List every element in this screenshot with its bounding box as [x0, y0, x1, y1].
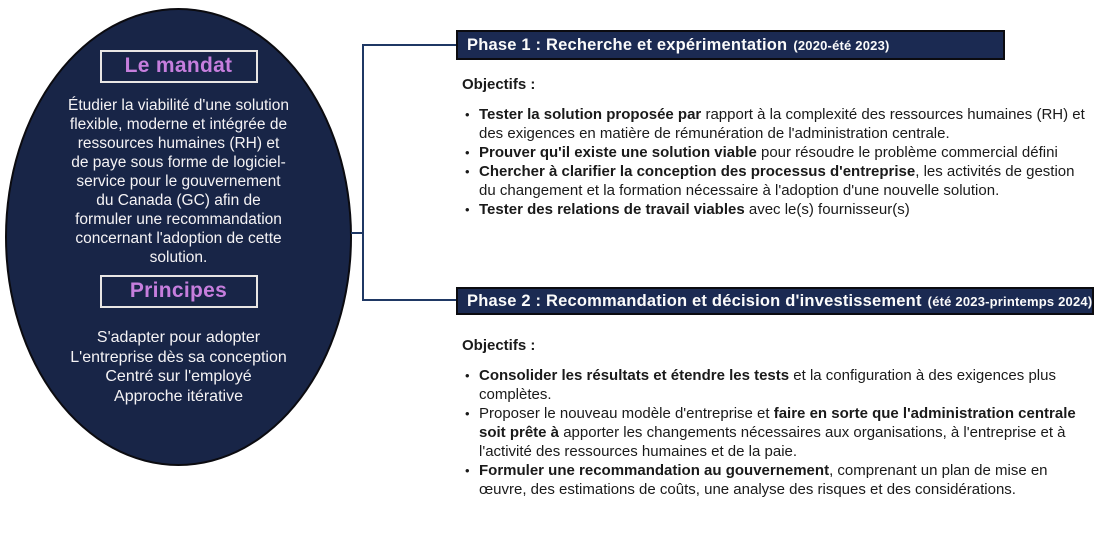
text-line: solution. — [149, 249, 208, 266]
bullet-text-bold: Tester la solution proposée par — [479, 106, 702, 123]
mandate-title: Le mandat — [124, 54, 233, 77]
phase2-date: (été 2023-printemps 2024) — [927, 294, 1093, 309]
principles-title-box — [100, 275, 258, 308]
mandate-oval — [5, 8, 352, 466]
phase1-date: (2020-été 2023) — [793, 38, 890, 53]
bullet-item — [462, 366, 1086, 404]
bullet-text: pour résoudre le problème commercial défini — [756, 144, 1058, 161]
bullet-text: Proposer le nouveau modèle d'entreprise et — [479, 405, 774, 422]
phase2-header-bar — [456, 287, 1094, 315]
bullet-text-bold: Chercher à clarifier la conception des processus d'entreprise — [479, 163, 916, 180]
text-line: Étudier la viabilité d'une solution — [68, 97, 289, 114]
bullet-marker: • — [465, 107, 470, 122]
bullet-marker: • — [465, 368, 470, 383]
text-line: Centré sur l'employé — [105, 368, 252, 385]
bullet-item — [462, 162, 1086, 200]
bullet-text: avec le(s) fournisseur(s) — [744, 201, 910, 218]
bullet-text: , comprenant un plan de mise en œuvre, des estimations de coûts, une analyse des risques et des considérations. — [479, 462, 1048, 498]
text-line: du Canada (GC) afin de — [96, 192, 261, 209]
bullet-text-bold: Consolider les résultats et étendre les tests — [479, 367, 790, 384]
bullet-text: apporter les changements nécessaires aux organisations, à l'entreprise et à l'activité des ressources humaines et de la paie. — [479, 424, 1066, 460]
phase2-bullet-list — [462, 366, 1086, 499]
bullet-marker: • — [465, 202, 470, 217]
text-line: de paye sous forme de logiciel- — [71, 154, 286, 171]
bullet-marker: • — [465, 145, 470, 160]
phase1-header-bar — [456, 30, 1005, 60]
text-line: flexible, moderne et intégrée de — [69, 116, 288, 133]
phase2-title: Phase 2 : Recommandation et décision d'investissement — [467, 291, 922, 310]
text-line: concernant l'adoption de cette — [75, 230, 282, 247]
bullet-marker: • — [465, 406, 470, 421]
bullet-item — [462, 200, 1086, 219]
bullet-item — [462, 105, 1086, 143]
bullet-text: , les activités de gestion du changement et la formation nécessaire à l'adoption d'une nouvelle solution. — [479, 163, 1075, 199]
bullet-marker: • — [465, 463, 470, 478]
bullet-marker: • — [465, 164, 470, 179]
text-line: L'entreprise dès sa conception — [70, 348, 287, 366]
bullet-text: rapport à la complexité des ressources humaines (RH) et des exigences en matière de rémunération de l'administration centrale. — [479, 106, 1085, 142]
phase1-objectives-label: Objectifs : — [462, 76, 536, 93]
bullet-text-bold: faire en sorte que l'administration centrale soit prête à — [479, 405, 1076, 441]
phase2-objectives-label: Objectifs : — [462, 337, 536, 354]
principles-title: Principes — [129, 279, 228, 302]
text-line: S'adapter pour adopter — [96, 329, 261, 346]
text-line: formuler une recommandation — [75, 211, 282, 228]
phase2-content — [462, 337, 1086, 499]
principles-text — [7, 328, 350, 406]
bullet-item — [462, 404, 1086, 461]
bullet-text: et la configuration à des exigences plus complètes. — [479, 367, 1056, 403]
mandate-text — [7, 96, 350, 267]
bullet-text-bold: Tester des relations de travail viables — [479, 201, 745, 218]
text-line: service pour le gouvernement — [76, 173, 281, 190]
phase1-content — [462, 76, 1086, 219]
bullet-item — [462, 461, 1086, 499]
phase1-title: Phase 1 : Recherche et expérimentation — [467, 35, 788, 54]
bullet-text-bold: Formuler une recommandation au gouvernement — [479, 462, 830, 479]
mandate-title-box — [100, 50, 258, 83]
text-line: Approche itérative — [114, 387, 243, 405]
phase1-bullet-list — [462, 105, 1086, 219]
bullet-text-bold: Prouver qu'il existe une solution viable — [479, 144, 757, 161]
bullet-item — [462, 143, 1086, 162]
text-line: ressources humaines (RH) et — [77, 135, 280, 152]
